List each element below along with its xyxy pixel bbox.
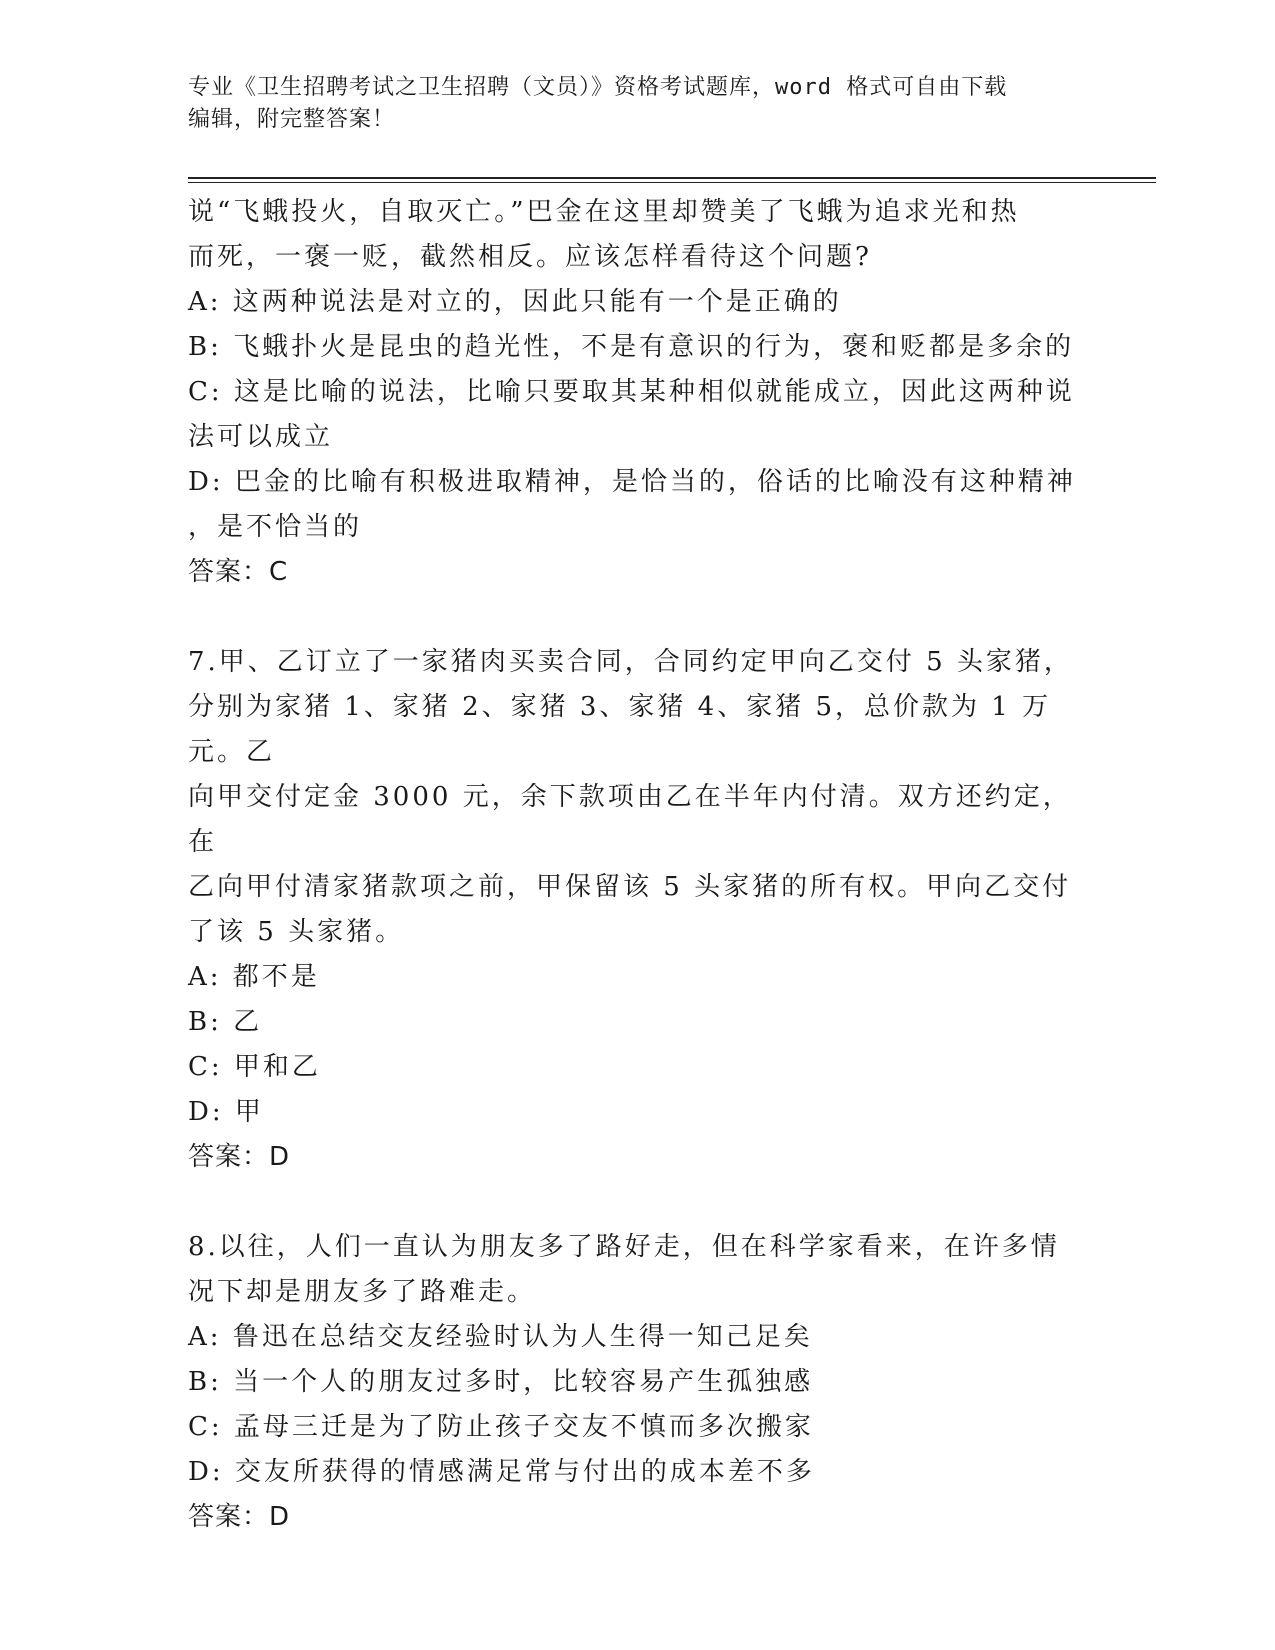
option-a: A: 这两种说法是对立的，因此只能有一个是正确的 [188, 287, 842, 317]
answer-label: 答案：C [188, 557, 289, 587]
option-c: C: 甲和乙 [188, 1052, 321, 1082]
question-8 [188, 1225, 1088, 1540]
question-stem-line: 8.以往，人们一直认为朋友多了路好走，但在科学家看来，在许多情 [188, 1232, 1060, 1262]
question-content [188, 190, 1088, 1540]
option-a: A: 都不是 [188, 962, 320, 992]
option-d: D: 甲 [188, 1097, 264, 1127]
option-a: A: 鲁迅在总结交友经验时认为人生得一知己足矣 [188, 1322, 813, 1352]
header-line-2: 编辑，附完整答案！ [188, 107, 396, 132]
option-b: B: 飞蛾扑火是昆虫的趋光性，不是有意识的行为，褒和贬都是多余的 [188, 332, 1075, 362]
question-stem-line: 说“飞蛾投火，自取灭亡。”巴金在这里却赞美了飞蛾为追求光和热 [188, 197, 1020, 227]
question-stem-line: 了该 5 头家猪。 [188, 917, 405, 947]
question-stem-line: 7.甲、乙订立了一家猪肉买卖合同，合同约定甲向乙交付 5 头家猪， [188, 647, 1073, 677]
option-d-continued: ，是不恰当的 [188, 512, 363, 542]
option-d: D: 巴金的比喻有积极进取精神，是恰当的，俗话的比喻没有这种精神 [188, 467, 1076, 497]
option-c: C: 孟母三迁是为了防止孩子交友不慎而多次搬家 [188, 1412, 814, 1442]
option-c: C: 这是比喻的说法，比喻只要取其某种相似就能成立，因此这两种说 [188, 377, 1075, 407]
answer-label: 答案：D [188, 1502, 291, 1532]
header-rule-thin [188, 182, 1156, 183]
question-stem-line: 向甲交付定金 3000 元，余下款项由乙在半年内付清。双方还约定，在 [188, 782, 1072, 857]
option-c-continued: 法可以成立 [188, 422, 334, 452]
question-stem-line: 况下却是朋友多了路难走。 [188, 1277, 537, 1307]
answer-label: 答案：D [188, 1142, 291, 1172]
option-b: B: 乙 [188, 1007, 263, 1037]
header-line-1: 专业《卫生招聘考试之卫生招聘（文员）》资格考试题库，word 格式可自由下载 [188, 75, 1008, 100]
question-stem-line: 而死，一褒一贬，截然相反。应该怎样看待这个问题? [188, 242, 872, 272]
page-header [188, 72, 1088, 136]
header-rule-thick [188, 177, 1156, 179]
spacer [188, 1180, 1088, 1225]
option-b: B: 当一个人的朋友过多时，比较容易产生孤独感 [188, 1367, 814, 1397]
question-stem-line: 分别为家猪 1、家猪 2、家猪 3、家猪 4、家猪 5，总价款为 1 万元。乙 [188, 692, 1052, 767]
spacer [188, 595, 1088, 640]
question-stem-line: 乙向甲付清家猪款项之前，甲保留该 5 头家猪的所有权。甲向乙交付 [188, 872, 1072, 902]
question-6 [188, 190, 1088, 595]
option-d: D: 交友所获得的情感满足常与付出的成本差不多 [188, 1457, 815, 1487]
question-7 [188, 640, 1088, 1180]
